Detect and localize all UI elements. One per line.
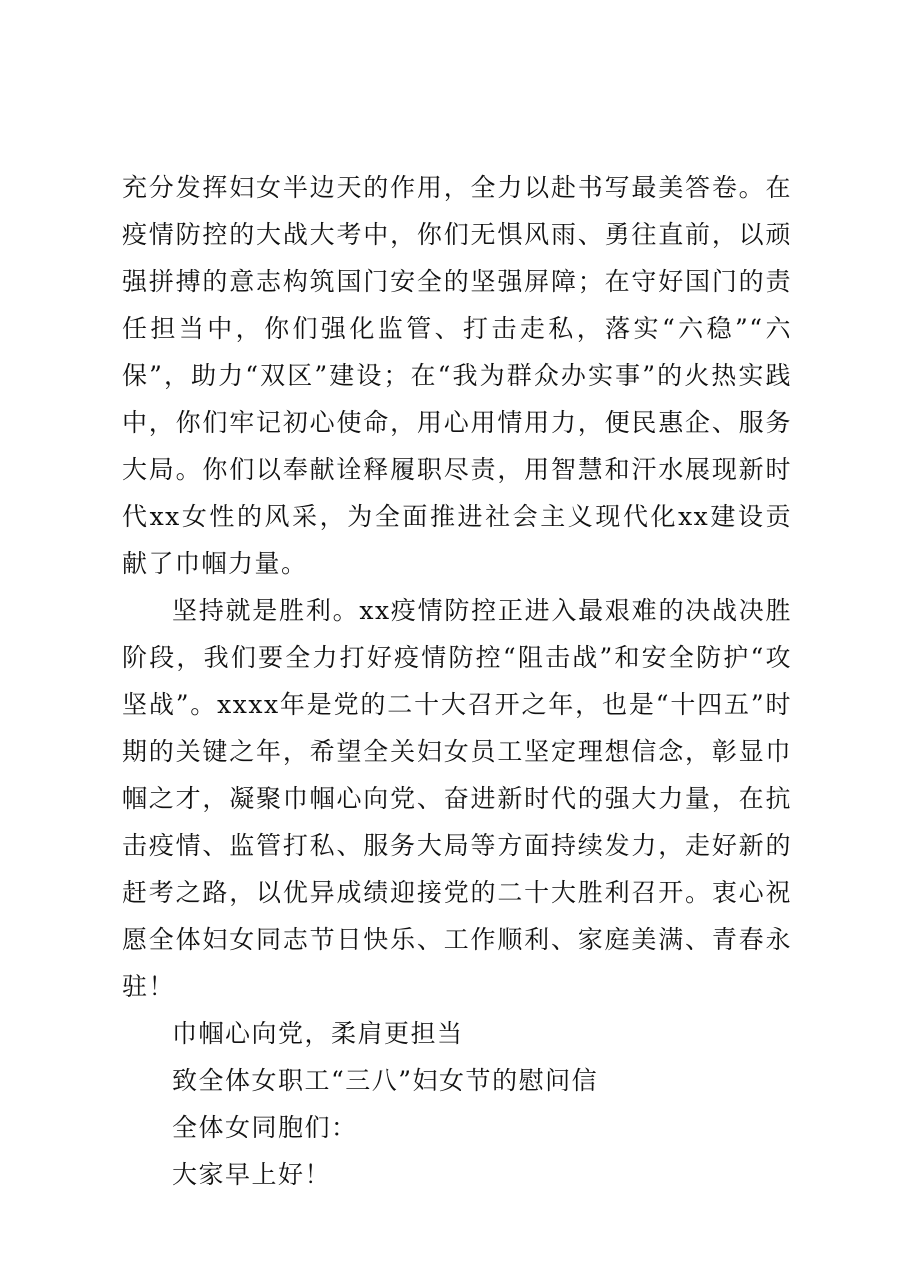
letter-subtitle: 致全体女职工“三八”妇女节的慰问信: [172, 1066, 599, 1095]
letter-title: 巾帼心向党，柔肩更担当: [172, 1019, 464, 1048]
paragraph-2: 坚持就是胜利。xx疫情防控正进入最艰难的决战决胜阶段，我们要全力打好疫情防控“阻击战”和安全防护“攻坚战”。xxxx年是党的二十大召开之年，也是“十四五”时期的关键之年，希望全关妇女员工坚定理想信念，彰显巾帼之才，凝聚巾帼心向党、奋进新时代的强大力量，在抗击疫情、监管打私、服务大局等方面持续发力，走好新的赶考之路，以优异成绩迎接党的二十大胜利召开。衷心祝愿全体妇女同志节日快乐、工作顺利、家庭美满、青春永驻！: [122, 596, 792, 1001]
document-body: [122, 164, 792, 1198]
letter-salutation: 全体女同胞们：: [172, 1113, 358, 1142]
paragraph-1: 充分发挥妇女半边天的作用，全力以赴书写最美答卷。在疫情防控的大战大考中，你们无惧风雨、勇往直前，以顽强拼搏的意志构筑国门安全的坚强屏障；在守好国门的责任担当中，你们强化监管、打击走私，落实“六稳”“六保”，助力“双区”建设；在“我为群众办实事”的火热实践中，你们牢记初心使命，用心用情用力，便民惠企、服务大局。你们以奉献诠释履职尽责，用智慧和汗水展现新时代xx女性的风采，为全面推进社会主义现代化xx建设贡献了巾帼力量。: [122, 173, 792, 578]
letter-greeting: 大家早上好！: [172, 1160, 332, 1189]
